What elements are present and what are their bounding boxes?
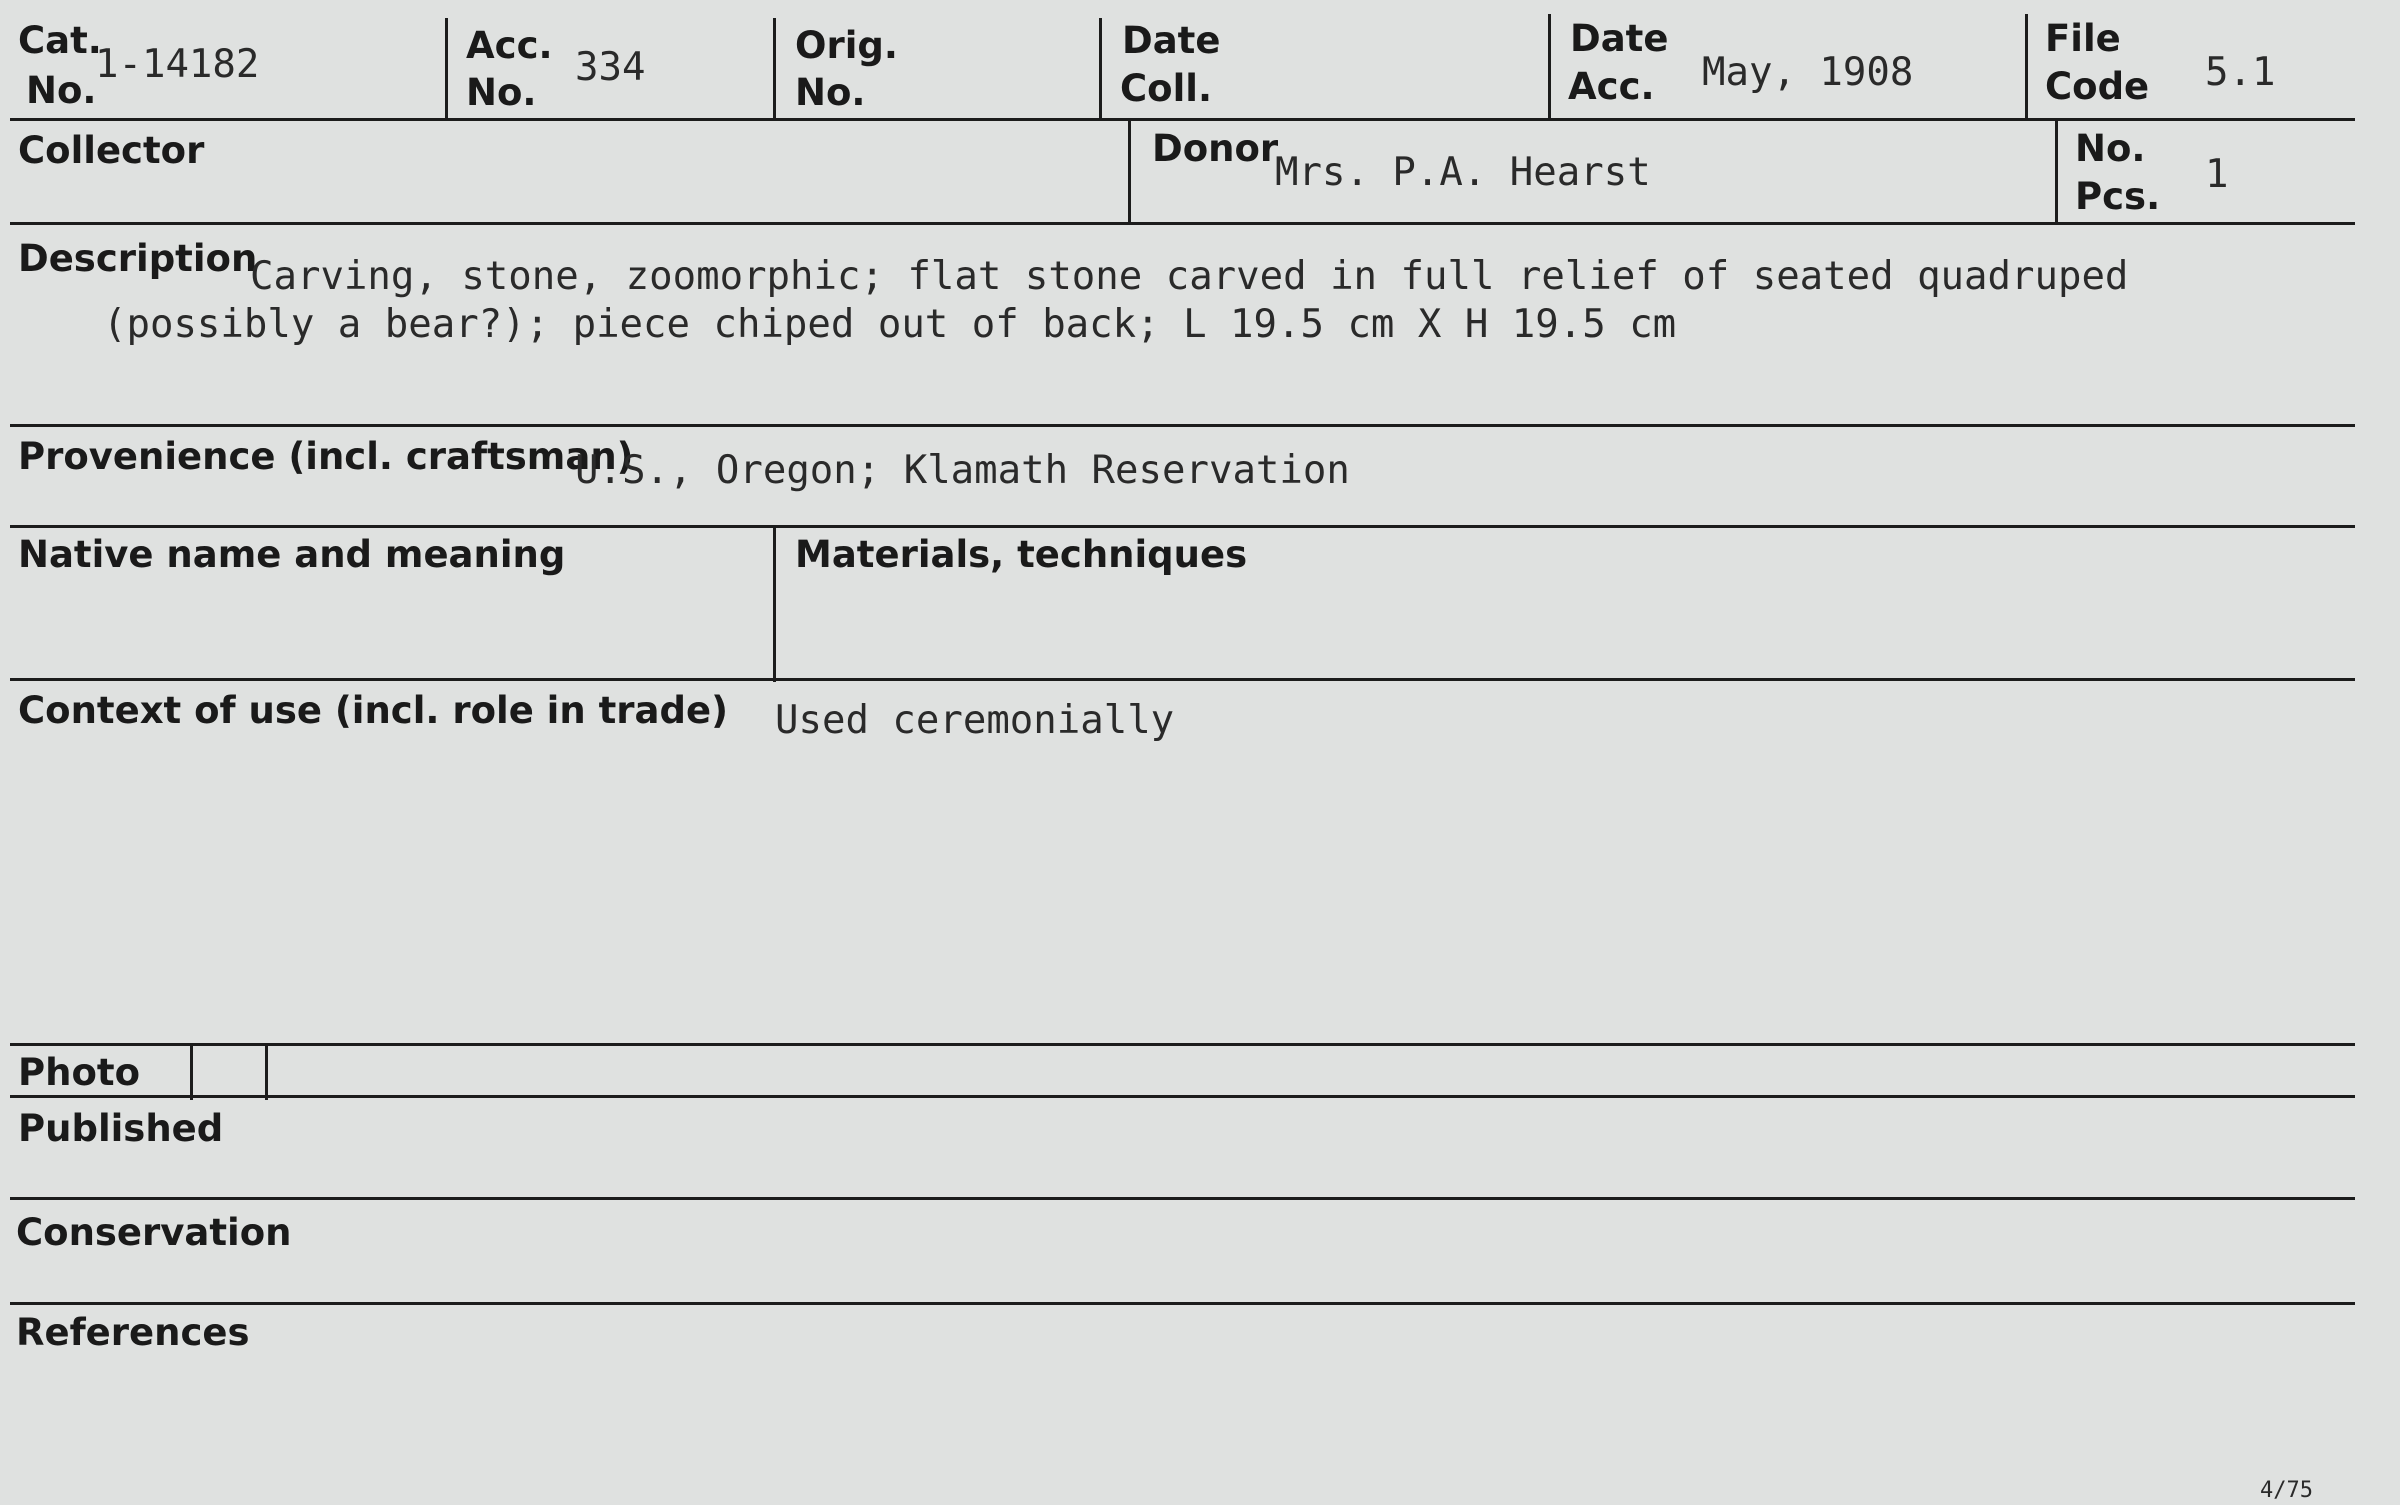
file-code-label-1: File: [2045, 17, 2121, 60]
date-coll-label-1: Date: [1122, 19, 1221, 62]
file-code-label-2: Code: [2045, 65, 2150, 108]
header-rule: [10, 118, 2355, 121]
pieces-label-1: No.: [2075, 127, 2146, 170]
section-rule: [10, 525, 2355, 528]
divider: [2055, 120, 2058, 224]
section-rule: [10, 424, 2355, 427]
materials-label: Materials, techniques: [795, 533, 1248, 576]
divider: [1128, 120, 1131, 224]
description-line-1: Carving, stone, zoomorphic; flat stone carved in full relief of seated quadruped: [250, 254, 2129, 299]
divider: [2025, 14, 2028, 118]
section-rule: [10, 1043, 2355, 1046]
date-acc-label-2: Acc.: [1568, 65, 1655, 108]
cat-no-label-1: Cat.: [18, 19, 102, 62]
pieces-value: 1: [2205, 152, 2229, 197]
description-label: Description: [18, 237, 258, 280]
provenience-value: U.S., Oregon; Klamath Reservation: [575, 448, 1350, 493]
context-value: Used ceremonially: [775, 698, 1175, 743]
divider: [445, 18, 448, 120]
acc-no-value: 334: [575, 45, 646, 90]
photo-label: Photo: [18, 1051, 140, 1094]
form-number: 4/75: [2260, 1478, 2313, 1503]
description-line-2: (possibly a bear?); piece chiped out of back; L 19.5 cm X H 19.5 cm: [103, 302, 1677, 347]
section-rule: [10, 1302, 2355, 1305]
provenience-label: Provenience (incl. craftsman): [18, 435, 634, 478]
collector-label: Collector: [18, 129, 205, 172]
donor-value: Mrs. P.A. Hearst: [1275, 150, 1651, 195]
cat-no-label-2: No.: [26, 69, 97, 112]
orig-no-label-1: Orig.: [795, 24, 898, 67]
acc-no-label-1: Acc.: [466, 24, 553, 67]
date-acc-value: May, 1908: [1702, 50, 1914, 95]
divider: [1099, 18, 1102, 120]
acc-no-label-2: No.: [466, 71, 537, 114]
divider: [1548, 14, 1551, 118]
cat-no-value: 1-14182: [95, 42, 260, 87]
file-code-value: 5.1: [2205, 50, 2276, 95]
section-rule: [10, 222, 2355, 225]
context-label: Context of use (incl. role in trade): [18, 689, 728, 732]
section-rule: [10, 1095, 2355, 1098]
native-name-label: Native name and meaning: [18, 533, 566, 576]
pieces-label-2: Pcs.: [2075, 175, 2161, 218]
published-label: Published: [18, 1107, 224, 1150]
divider: [773, 18, 776, 120]
conservation-label: Conservation: [16, 1211, 292, 1254]
donor-label: Donor: [1152, 127, 1279, 170]
photo-box-left: [190, 1045, 193, 1100]
date-acc-label-1: Date: [1570, 17, 1669, 60]
references-label: References: [16, 1311, 250, 1354]
section-rule: [10, 678, 2355, 681]
divider: [773, 527, 776, 682]
orig-no-label-2: No.: [795, 71, 866, 114]
section-rule: [10, 1197, 2355, 1200]
date-coll-label-2: Coll.: [1120, 67, 1212, 110]
photo-box-right: [265, 1045, 268, 1100]
